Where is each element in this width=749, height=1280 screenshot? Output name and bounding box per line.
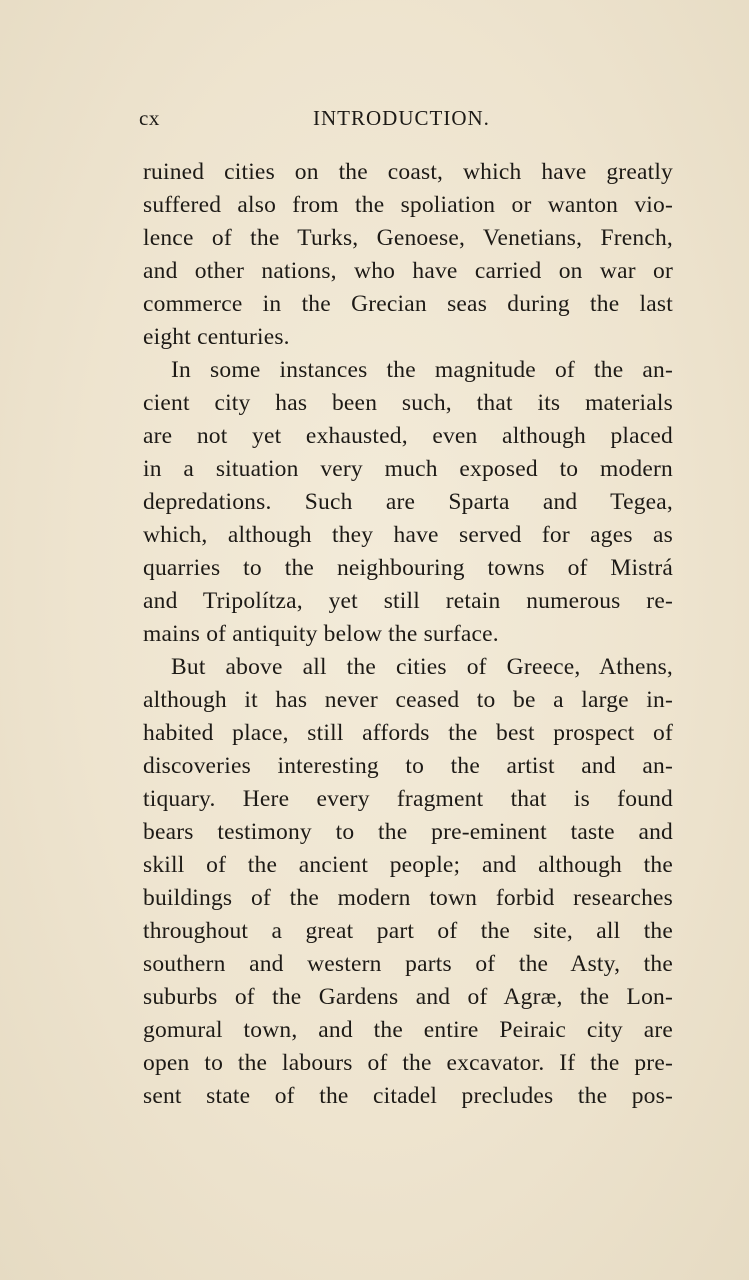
running-head — [139, 106, 675, 138]
text-line: in a situation very much exposed to modern — [143, 456, 673, 482]
text-line: lence of the Turks, Genoese, Venetians, French, — [143, 225, 673, 251]
text-line: bears testimony to the pre-eminent taste and — [143, 819, 673, 845]
text-line: But above all the cities of Greece, Athens, — [171, 654, 673, 680]
text-line: commerce in the Grecian seas during the last — [143, 291, 673, 317]
text-line: which, although they have served for ages as — [143, 522, 673, 548]
text-line: throughout a great part of the site, all the — [143, 918, 673, 944]
text-line: are not yet exhausted, even although placed — [143, 423, 673, 449]
text-line: cient city has been such, that its materials — [143, 390, 673, 416]
text-line: skill of the ancient people; and although the — [143, 852, 673, 878]
text-line: suburbs of the Gardens and of Agræ, the Lon- — [143, 984, 673, 1010]
text-line: suffered also from the spoliation or wanton vio- — [143, 192, 673, 218]
text-line: mains of antiquity below the surface. — [143, 621, 499, 647]
text-line: southern and western parts of the Asty, the — [143, 951, 673, 977]
text-line: and Tripolítza, yet still retain numerous re- — [143, 588, 673, 614]
text-line: gomural town, and the entire Peiraic city are — [143, 1017, 673, 1043]
text-line: although it has never ceased to be a large in- — [143, 687, 673, 713]
text-line: In some instances the magnitude of the an- — [171, 357, 673, 383]
text-line: ruined cities on the coast, which have greatly — [143, 159, 673, 185]
page-number: cx — [139, 106, 160, 130]
text-line: quarries to the neighbouring towns of Mistrá — [143, 555, 673, 581]
running-title: INTRODUCTION. — [313, 106, 490, 130]
text-line: buildings of the modern town forbid researches — [143, 885, 673, 911]
body-text — [143, 156, 673, 1113]
text-line: discoveries interesting to the artist and an- — [143, 753, 673, 779]
text-line: and other nations, who have carried on war or — [143, 258, 673, 284]
text-line: habited place, still affords the best prospect of — [143, 720, 673, 746]
text-line: eight centuries. — [143, 324, 290, 350]
text-line: open to the labours of the excavator. If the pre- — [143, 1050, 673, 1076]
text-line: tiquary. Here every fragment that is found — [143, 786, 673, 812]
text-line: sent state of the citadel precludes the pos- — [143, 1083, 673, 1109]
text-line: depredations. Such are Sparta and Tegea, — [143, 489, 673, 515]
